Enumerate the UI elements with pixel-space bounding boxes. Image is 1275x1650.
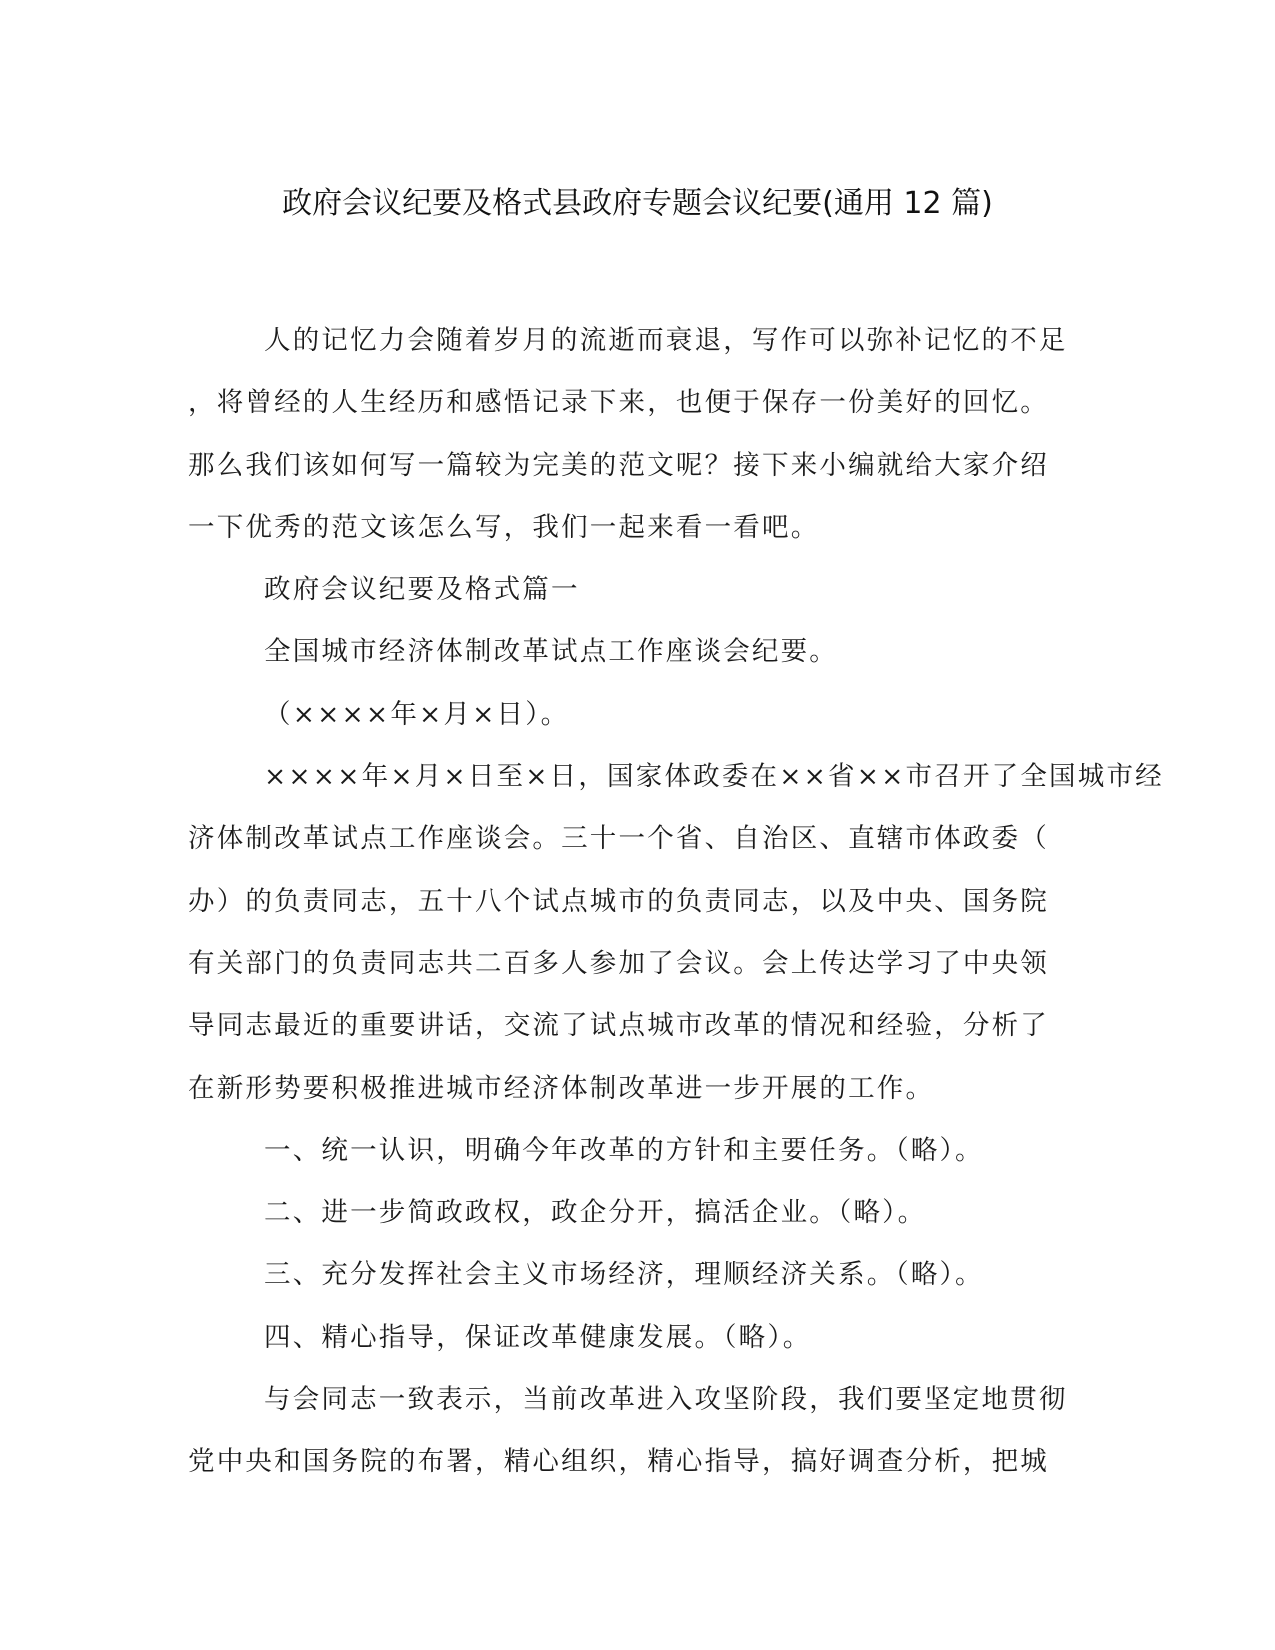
text-line: 政府会议纪要及格式篇一 (264, 574, 580, 606)
text-line: 三、充分发挥社会主义市场经济，理顺经济关系。（略）。 (264, 1259, 984, 1291)
text-line: 导同志最近的重要讲话，交流了试点城市改革的情况和经验，分析了 (188, 1010, 1049, 1042)
text-line: 四、精心指导，保证改革健康发展。（略）。 (264, 1321, 812, 1353)
text-line: 与会同志一致表示，当前改革进入攻坚阶段，我们要坚定地贯彻 (264, 1384, 1068, 1416)
document-title: 政府会议纪要及格式县政府专题会议纪要(通用 12 篇) (282, 186, 993, 221)
text-line: 一下优秀的范文该怎么写，我们一起来看一看吧。 (188, 511, 820, 543)
text-line: 二、进一步简政政权，政企分开，搞活企业。（略）。 (264, 1197, 927, 1229)
text-line: 人的记忆力会随着岁月的流逝而衰退，写作可以弥补记忆的不足 (264, 325, 1068, 356)
text-line: ，将曾经的人生经历和感悟记录下来，也便于保存一份美好的回忆。 (188, 387, 1049, 419)
text-line: 在新形势要积极推进城市经济体制改革进一步开展的工作。 (188, 1072, 935, 1104)
text-line: 办）的负责同志，五十八个试点城市的负责同志，以及中央、国务院 (188, 885, 1049, 917)
text-line: （××××年×月×日）。 (264, 698, 570, 730)
text-line: 全国城市经济体制改革试点工作座谈会纪要。 (264, 636, 838, 668)
text-line: 党中央和国务院的布署，精心组织，精心指导，搞好调查分析，把城 (188, 1446, 1049, 1478)
text-line: 有关部门的负责同志共二百多人参加了会议。会上传达学习了中央领 (188, 947, 1049, 979)
text-line: 一、统一认识，明确今年改革的方针和主要任务。（略）。 (264, 1134, 984, 1166)
text-line: 那么我们该如何写一篇较为完美的范文呢？接下来小编就给大家介绍 (188, 449, 1049, 481)
text-line: ××××年×月×日至×日，国家体政委在××省××市召开了全国城市经 (264, 761, 1164, 793)
text-line: 济体制改革试点工作座谈会。三十一个省、自治区、直辖市体政委（ (188, 823, 1049, 855)
document-body (188, 310, 1164, 1494)
